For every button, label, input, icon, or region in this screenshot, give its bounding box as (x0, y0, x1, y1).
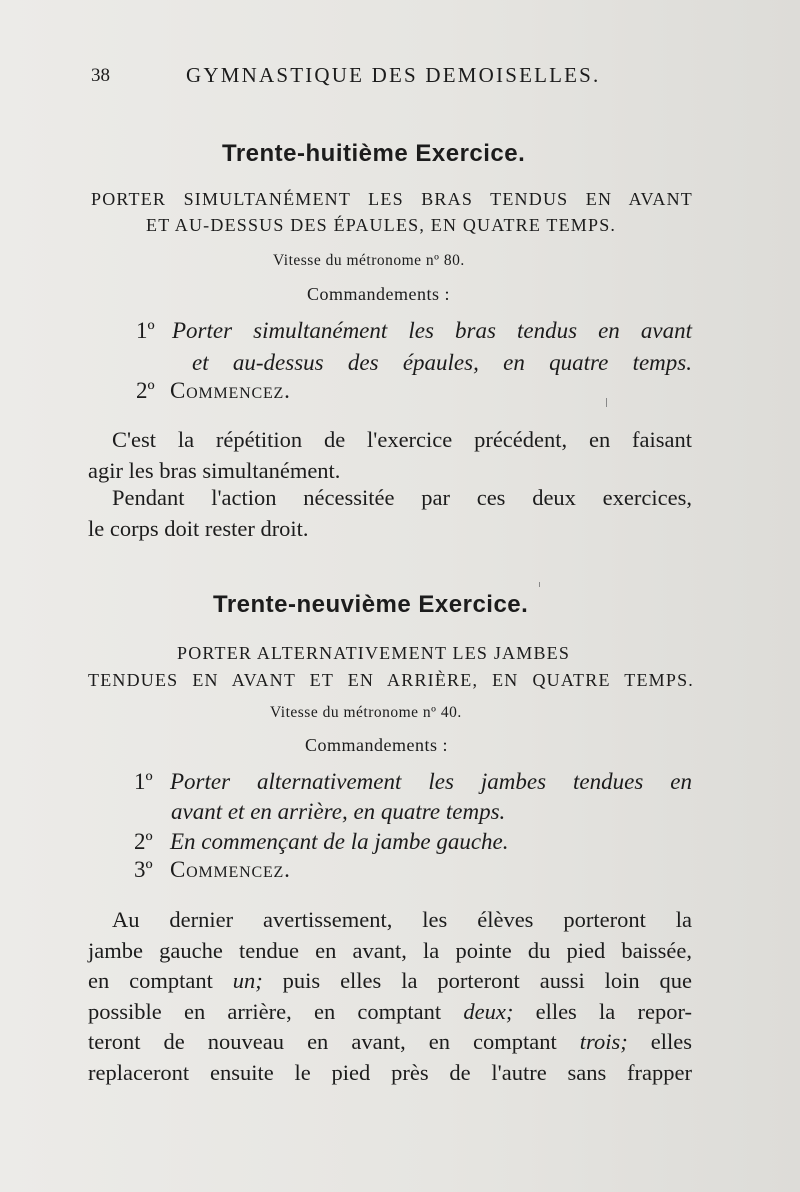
line5-part-c: elles (627, 1029, 692, 1054)
line4-part-c: elles la repor- (513, 998, 693, 1024)
exercise-39-paragraph-line3 (88, 966, 692, 997)
print-speck (539, 582, 540, 587)
exercise-39-command-1-number: 1º (134, 769, 153, 794)
line3-count-un: un; (232, 968, 263, 993)
exercise-39-command-1-line2 (171, 799, 505, 825)
exercise-39-subtitle-line2 (88, 670, 694, 691)
exercise-38-paragraph-2 (88, 483, 692, 544)
exercise-39-paragraph-line5 (88, 1027, 692, 1058)
exercise-38-command-2-text: Commencez. (170, 378, 291, 403)
exercise-39-command-2-number: 2º (134, 829, 153, 854)
exercise-39-command-1-line2-text: avant et en arrière, en quatre temps. (171, 799, 506, 824)
exercise-39-command-3-number: 3º (134, 857, 153, 882)
exercise-39-paragraph-line1: Au dernier avertissement, les élèves porteront la (112, 907, 692, 932)
exercise-38-command-1-number: 1º (136, 318, 155, 343)
print-speck (606, 398, 607, 407)
page-number: 38 (91, 65, 110, 86)
line4-part-a: possible en arrière, en comptant (88, 998, 464, 1024)
exercise-39-command-1-line1 (170, 769, 692, 795)
exercise-39-paragraph-line2: jambe gauche tendue en avant, la pointe du pied baissée, (88, 937, 692, 963)
line5-count-trois: trois; (579, 1029, 628, 1054)
exercise-39-paragraph-line4 (88, 997, 692, 1028)
exercise-38-subtitle-line1-text: PORTER SIMULTANÉMENT LES BRAS TENDUS EN AVANT (91, 189, 693, 209)
exercise-39-title: Trente-neuvième Exercice. (213, 591, 529, 618)
exercise-38-paragraph-1-line2: agir les bras simultanément. (88, 457, 341, 483)
exercise-38-paragraph-1-line1: C'est la répétition de l'exercice précédent, en faisant (112, 427, 692, 452)
exercise-38-subtitle-line2: ET AU-DESSUS DES ÉPAULES, EN QUATRE TEMPS. (146, 215, 617, 235)
line5-part-a: teront de nouveau en avant, en comptant (88, 1029, 580, 1054)
line4-count-deux: deux; (463, 998, 514, 1024)
exercise-38-paragraph-2-line2: le corps doit rester droit. (88, 515, 309, 541)
exercise-38-paragraph-1 (88, 425, 692, 486)
exercise-38-paragraph-2-line1: Pendant l'action nécessitée par ces deux exercices, (112, 485, 692, 510)
exercise-38-tempo: Vitesse du métronome nº 80. (273, 252, 465, 269)
line3-part-c: puis elles la porteront aussi loin que (262, 968, 692, 993)
exercise-39-command-2-text (170, 829, 509, 855)
exercise-38-command-1-line1-text: Porter simultanément les bras tendus en avant (172, 318, 692, 343)
exercise-38-command-1-line2 (192, 350, 692, 376)
exercise-39-commands-heading: Commandements : (305, 735, 448, 755)
exercise-38-command-1-line1 (172, 318, 692, 344)
exercise-39-subtitle-line2-text: TENDUES EN AVANT ET EN ARRIÈRE, EN QUATRE TEMPS. (88, 670, 694, 690)
exercise-38-title: Trente-huitième Exercice. (222, 140, 526, 167)
exercise-39-paragraph-line6: replaceront ensuite le pied près de l'autre sans frapper (88, 1059, 692, 1085)
exercise-38-command-2-number: 2º (136, 378, 155, 403)
exercise-39-command-3-text: Commencez. (170, 857, 291, 882)
exercise-39-command-2-text-content: En commençant de la jambe gauche. (170, 829, 509, 854)
running-title: GYMNASTIQUE DES DEMOISELLES. (186, 63, 601, 87)
line3-part-a: en comptant (88, 968, 233, 993)
exercise-39-subtitle-line1: PORTER ALTERNATIVEMENT LES JAMBES (177, 643, 571, 663)
exercise-39-paragraph (88, 905, 692, 1088)
exercise-38-command-1-line2-text: et au-dessus des épaules, en quatre temps. (192, 350, 692, 375)
exercise-38-commands-heading: Commandements : (307, 284, 450, 304)
exercise-38-subtitle-line1 (91, 189, 693, 210)
exercise-39-tempo: Vitesse du métronome nº 40. (270, 704, 462, 721)
exercise-39-command-1-line1-text: Porter alternativement les jambes tendues en (170, 769, 692, 794)
